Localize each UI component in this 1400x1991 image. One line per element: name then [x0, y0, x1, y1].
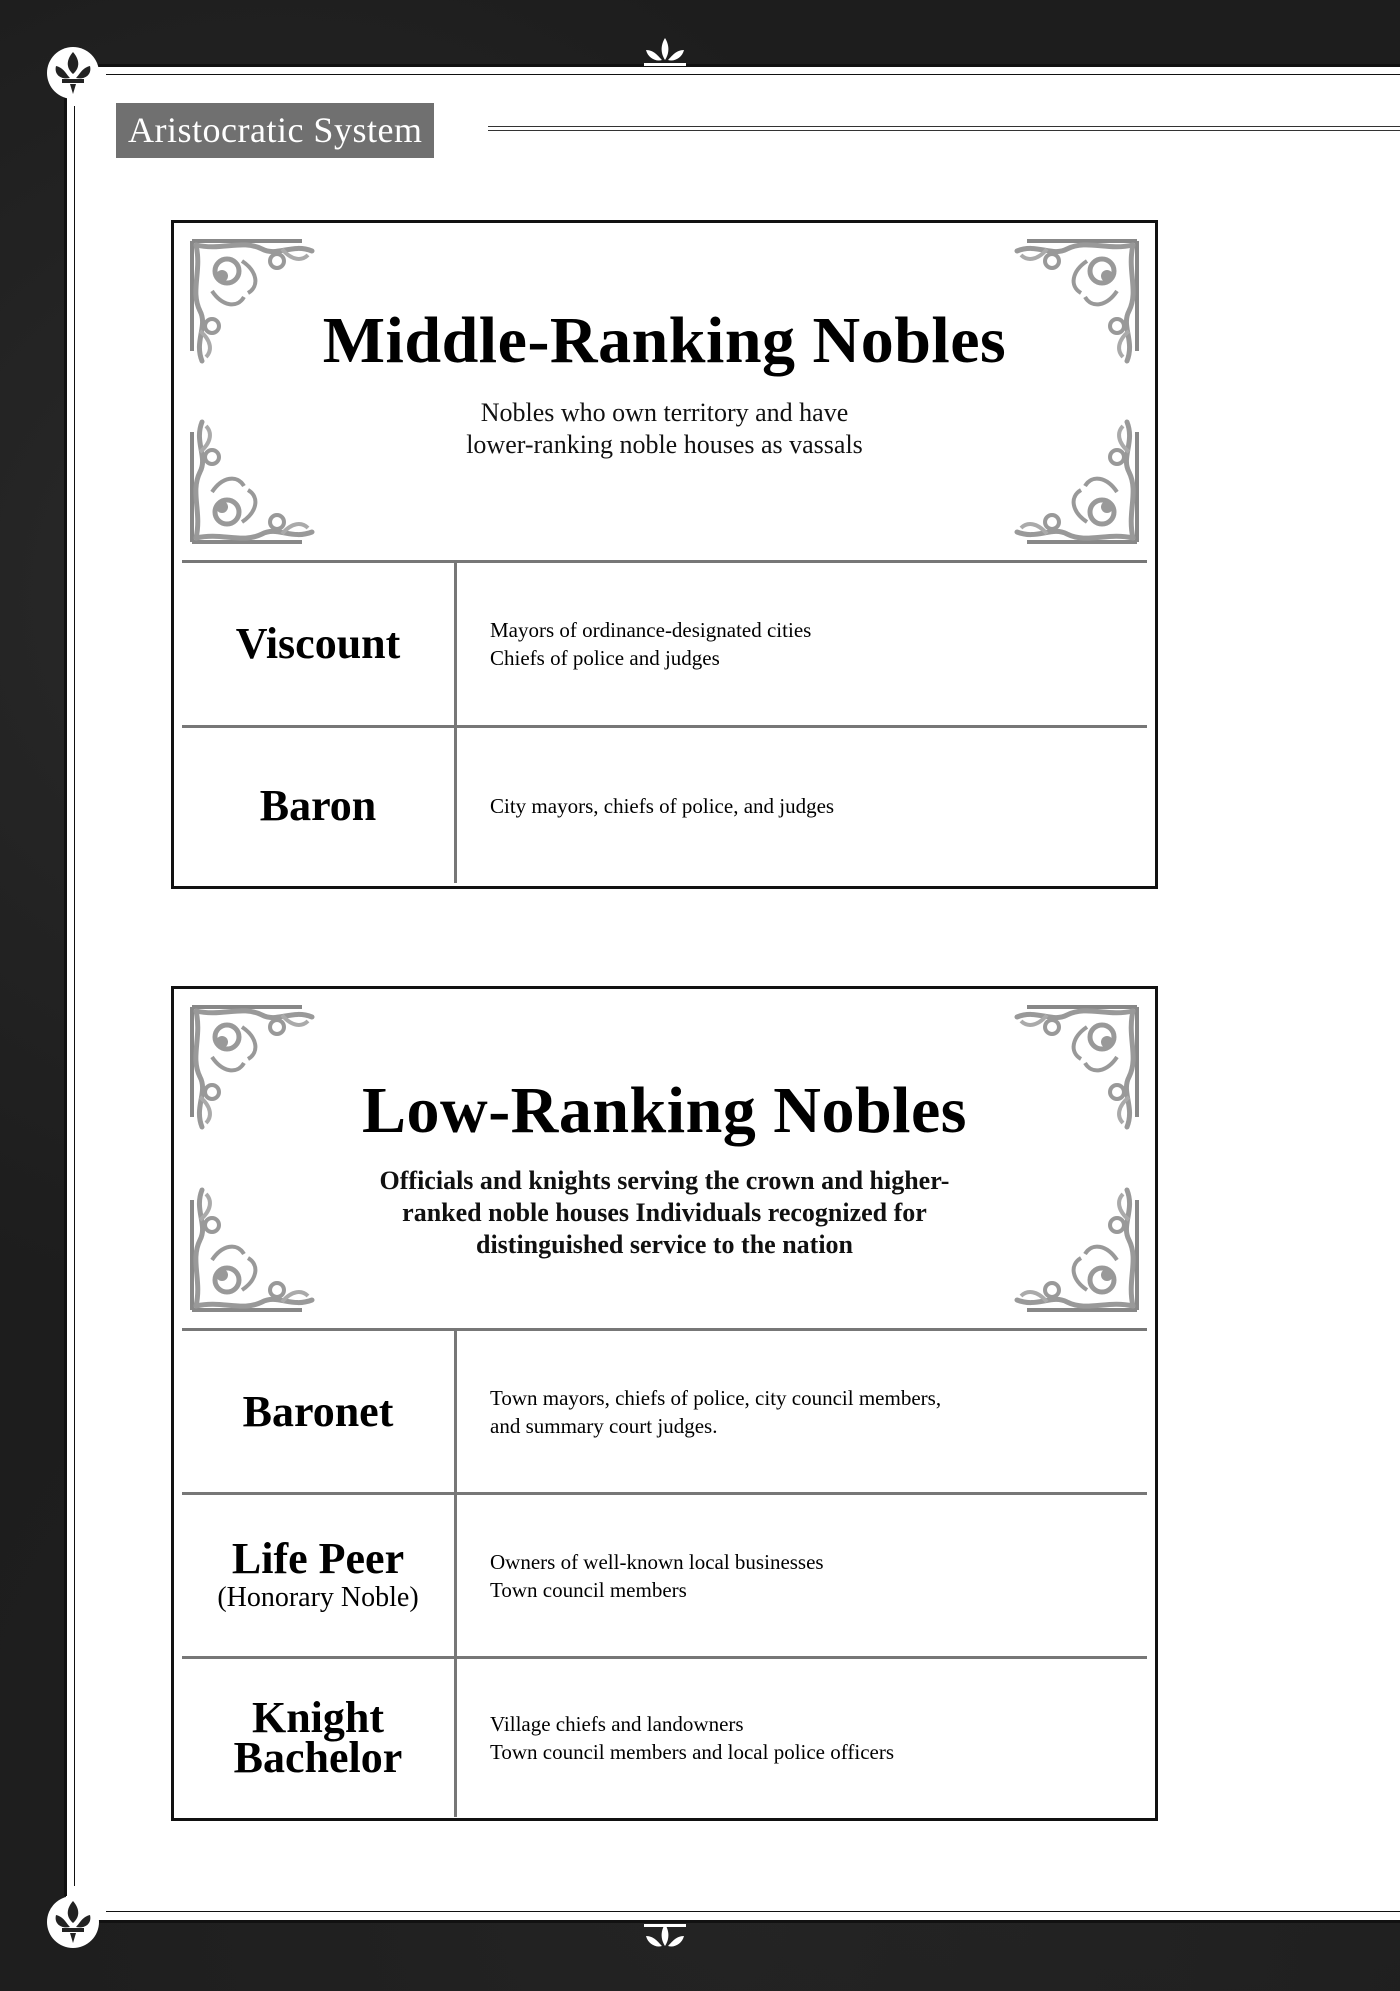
rank-description — [457, 563, 1147, 725]
panel-description: Nobles who own territory and have lower-ranking noble houses as vassals — [466, 398, 863, 459]
rank-name-cell — [182, 728, 457, 883]
middle-ranking-panel — [171, 220, 1158, 889]
flourish-corner-icon — [1007, 997, 1147, 1137]
rank-name-cell — [182, 563, 457, 725]
section-title: Aristocratic System — [116, 103, 434, 158]
rank-name-cell — [182, 1495, 457, 1656]
frame-border-bottom — [96, 1920, 1400, 1923]
fleur-ornament-icon — [640, 1922, 690, 1956]
rank-row-baronet — [182, 1331, 1147, 1495]
fleur-de-lis-icon — [44, 1893, 102, 1951]
flourish-corner-icon — [182, 997, 322, 1137]
rank-row-viscount — [182, 563, 1147, 728]
rank-duty-line: Mayors of ordinance-designated cities — [490, 618, 812, 642]
header-rule — [488, 126, 1400, 131]
panel-header — [182, 989, 1147, 1331]
flourish-corner-icon — [182, 231, 322, 371]
rank-duty-line: City mayors, chiefs of police, and judges — [490, 793, 835, 818]
rank-description — [457, 1659, 1147, 1817]
flourish-corner-icon — [182, 412, 322, 552]
rank-row-life-peer — [182, 1495, 1147, 1659]
rank-duty-line: Town mayors, chiefs of police, city council members, — [490, 1385, 942, 1410]
flourish-corner-icon — [182, 1180, 322, 1320]
rank-description — [457, 1331, 1147, 1492]
rank-name: Baronet — [242, 1386, 394, 1436]
panel-header — [182, 223, 1147, 563]
rank-name: Baron — [259, 780, 377, 830]
rank-name-cell — [182, 1659, 457, 1817]
rank-duty-line: and summary court judges. — [490, 1413, 718, 1438]
rank-description — [457, 728, 1147, 883]
frame-border-top-inner — [106, 74, 1400, 75]
frame-border-left — [64, 96, 67, 1896]
rank-description — [457, 1495, 1147, 1656]
rank-row-knight-bachelor — [182, 1659, 1147, 1817]
rank-duty-line: Village chiefs and landowners — [490, 1712, 744, 1736]
rank-duty-line: Owners of well-known local businesses — [490, 1549, 824, 1574]
flourish-corner-icon — [1007, 412, 1147, 552]
panel-description: Officials and knights serving the crown and higher-ranked noble houses Individuals recognized for distinguished service to the nation — [379, 1166, 950, 1259]
flourish-corner-icon — [1007, 1180, 1147, 1320]
rank-name: Knight Bachelor — [233, 1693, 403, 1782]
fleur-ornament-icon — [640, 36, 690, 70]
rank-duty-line: Town council members — [490, 1577, 687, 1602]
panel-title: Middle-Ranking Nobles — [322, 304, 1007, 377]
rank-duty-line: Town council members and local police officers — [490, 1740, 895, 1764]
rank-name-cell — [182, 1331, 457, 1492]
frame-border-bottom-inner — [106, 1911, 1400, 1912]
rank-row-baron — [182, 728, 1147, 883]
panel-title: Low-Ranking Nobles — [362, 1074, 967, 1147]
rank-duty-line: Chiefs of police and judges — [490, 646, 720, 670]
rank-name: Viscount — [235, 619, 401, 668]
frame-border-left-inner — [74, 106, 75, 1886]
flourish-corner-icon — [1007, 231, 1147, 371]
fleur-de-lis-icon — [44, 44, 102, 102]
low-ranking-panel — [171, 986, 1158, 1821]
rank-name: Life Peer — [231, 1533, 405, 1583]
rank-subtitle: (Honorary Noble) — [217, 1581, 419, 1613]
frame-border-top — [96, 64, 1400, 67]
